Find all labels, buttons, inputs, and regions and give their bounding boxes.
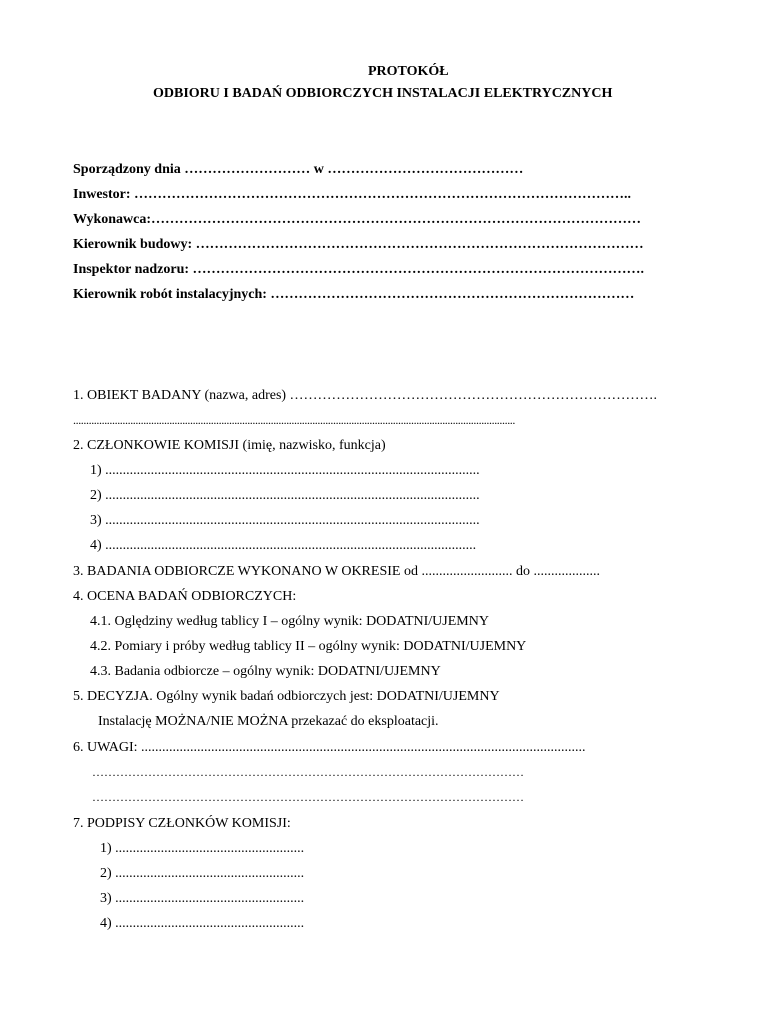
section-6-remarks: 6. UWAGI: ............................................................................................................................... xyxy=(73,740,586,755)
document-subtitle: ODBIORU I BADAŃ ODBIORCZYCH INSTALACJI ELEKTRYCZNYCH xyxy=(153,86,613,101)
section-7-signatures: 7. PODPISY CZŁONKÓW KOMISJI: xyxy=(73,816,291,831)
assessment-item-4-2: 4.2. Pomiary i próby według tablicy II – ogólny wynik: DODATNI/UJEMNY xyxy=(90,639,527,654)
section-2-commission: 2. CZŁONKOWIE KOMISJI (imię, nazwisko, funkcja) xyxy=(73,438,386,453)
signature-line-4: 4) ...................................................... xyxy=(100,916,305,931)
signature-line-3: 3) ...................................................... xyxy=(100,891,305,906)
document-title: PROTOKÓŁ xyxy=(368,64,449,79)
commission-member-2: 2) ........................................................................................................... xyxy=(90,488,480,503)
assessment-item-4-1: 4.1. Oględziny według tablicy I – ogólny wynik: DODATNI/UJEMNY xyxy=(90,614,489,629)
remarks-line-2: ……………………………………………………………………………………………… xyxy=(92,790,524,804)
section-1-object: 1. OBIEKT BADANY (nazwa, adres) ……………………………………………………………………. xyxy=(73,388,658,403)
signature-line-2: 2) ...................................................... xyxy=(100,866,305,881)
signature-line-1: 1) ...................................................... xyxy=(100,841,305,856)
section-4-assessment: 4. OCENA BADAŃ ODBIORCZYCH: xyxy=(73,589,297,604)
decision-handover: Instalację MOŻNA/NIE MOŻNA przekazać do eksploatacji. xyxy=(98,714,439,729)
field-installation-manager: Kierownik robót instalacyjnych: …………………………………………………………………… xyxy=(73,287,635,302)
section-3-period: 3. BADANIA ODBIORCZE WYKONANO W OKRESIE od .......................... do ................... xyxy=(73,564,600,579)
commission-member-1: 1) ........................................................................................................... xyxy=(90,463,480,478)
field-contractor: Wykonawca:…………………………………………………………………………………………… xyxy=(73,212,642,227)
remarks-line-1: ……………………………………………………………………………………………… xyxy=(92,765,524,779)
field-investor: Inwestor: …………………………………………………………………………………………….. xyxy=(73,187,632,202)
section-5-decision: 5. DECYZJA. Ogólny wynik badań odbiorczych jest: DODATNI/UJEMNY xyxy=(73,689,500,704)
commission-member-3: 3) ........................................................................................................... xyxy=(90,513,480,528)
field-supervision-inspector: Inspektor nadzoru: ……………………………………………………………………………………. xyxy=(73,262,645,277)
field-date-place: Sporządzony dnia ……………………… w …………………………………… xyxy=(73,162,524,177)
commission-member-4: 4) .......................................................................................................... xyxy=(90,538,477,553)
assessment-item-4-3: 4.3. Badania odbiorcze – ogólny wynik: DODATNI/UJEMNY xyxy=(90,664,441,679)
field-site-manager: Kierownik budowy: …………………………………………………………………………………… xyxy=(73,237,644,252)
section-1-continuation: .......................................................................................................................................................................... xyxy=(73,413,516,427)
